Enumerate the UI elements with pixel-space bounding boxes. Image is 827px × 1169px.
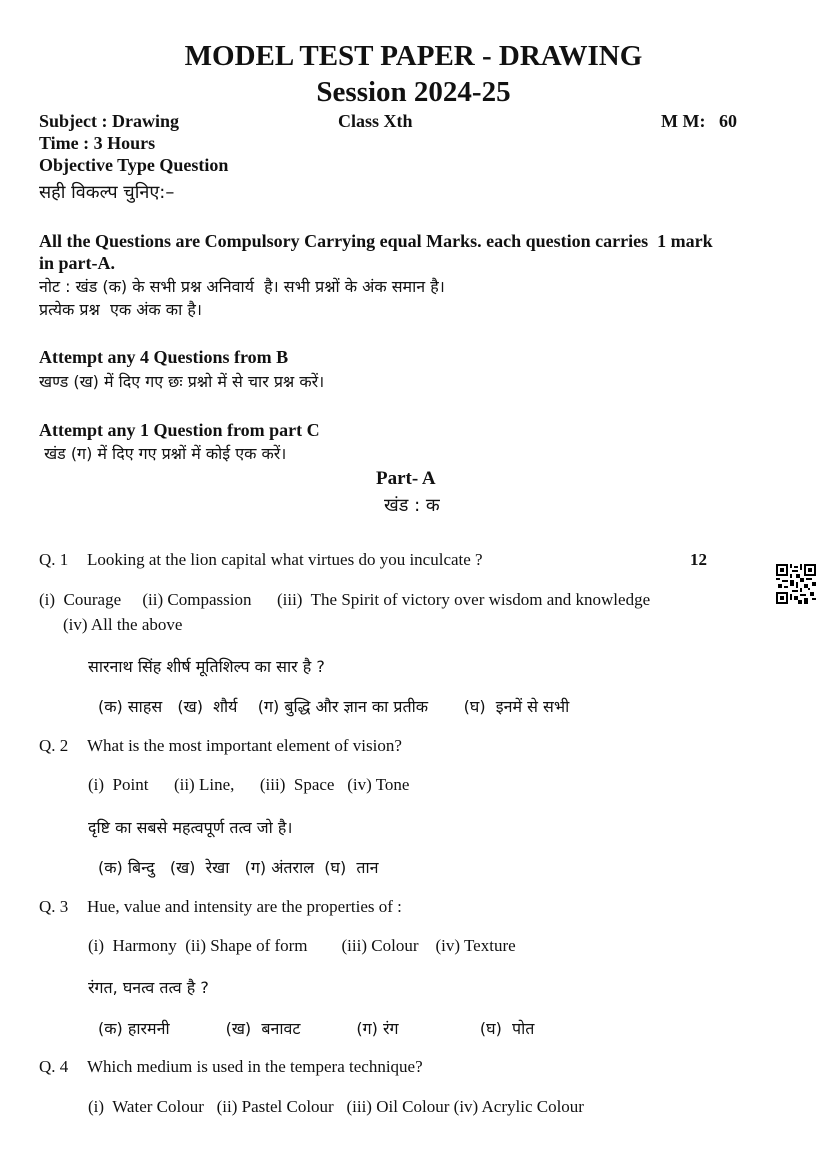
- instruction-part-a-hi-2: प्रत्येक प्रश्न एक अंक का है।: [39, 300, 202, 319]
- instruction-part-b-en: Attempt any 4 Questions from B: [39, 347, 289, 367]
- question-2-options-hi: (क) बिन्दु (ख) रेखा (ग) अंतराल (घ) तान: [98, 858, 379, 877]
- instruction-part-a-hi-1: नोट : खंड (क) के सभी प्रश्न अनिवार्य है। सभी प्रश्नों के अंक समान है।: [39, 277, 445, 296]
- instruction-part-a-en-2: in part-A.: [39, 253, 115, 273]
- choose-instruction-hi: सही विकल्प चुनिए:–: [39, 182, 175, 203]
- part-a-heading: Part- A: [376, 468, 436, 489]
- question-1-options-en-1: (i) Courage (ii) Compassion (iii) The Spirit of victory over wisdom and knowledge: [39, 590, 651, 609]
- question-3-options-hi: (क) हारमनी (ख) बनावट (ग) रंग (घ) पोत: [98, 1019, 535, 1038]
- part-a-heading-hi: खंड : क: [384, 495, 440, 516]
- question-1-options-hi: (क) साहस (ख) शौर्य (ग) बुद्धि और ज्ञान का प्रतीक (घ) इनमें से सभी: [98, 697, 570, 716]
- question-1-marks: 12: [690, 550, 707, 569]
- instruction-part-b-hi: खण्ड (ख) में दिए गए छः प्रश्नो में से चार प्रश्न करें।: [39, 372, 325, 391]
- question-2-text: What is the most important element of vision?: [87, 736, 402, 755]
- question-3-options-en: (i) Harmony (ii) Shape of form (iii) Colour (iv) Texture: [88, 936, 516, 955]
- max-marks-label: M M: 60: [661, 111, 737, 131]
- session-title: Session 2024-25: [316, 76, 511, 108]
- question-3-number: Q. 3: [39, 897, 69, 916]
- qr-code-icon: [776, 564, 816, 604]
- question-1-options-en-2: (iv) All the above: [63, 615, 183, 634]
- question-4-text: Which medium is used in the tempera technique?: [87, 1057, 423, 1076]
- question-4-options-en: (i) Water Colour (ii) Pastel Colour (iii) Oil Colour (iv) Acrylic Colour: [88, 1097, 584, 1116]
- class-label: Class Xth: [338, 111, 413, 131]
- instruction-part-c-hi: खंड (ग) में दिए गए प्रश्नों में कोई एक करें।: [39, 444, 287, 463]
- question-1-text-hi: सारनाथ सिंह शीर्ष मूतिशिल्प का सार है ?: [88, 657, 325, 676]
- question-1-number: Q. 1: [39, 550, 69, 569]
- question-2-options-en: (i) Point (ii) Line, (iii) Space (iv) Tone: [88, 775, 410, 794]
- question-2-number: Q. 2: [39, 736, 69, 755]
- page-title: MODEL TEST PAPER - DRAWING: [184, 40, 643, 72]
- question-1-text: Looking at the lion capital what virtues do you inculcate ?: [87, 550, 483, 569]
- question-4-number: Q. 4: [39, 1057, 69, 1076]
- objective-label: Objective Type Question: [39, 155, 229, 175]
- instruction-part-a-en-1: All the Questions are Compulsory Carrying equal Marks. each question carries 1 mark: [39, 231, 713, 251]
- question-2-text-hi: दृष्टि का सबसे महत्वपूर्ण तत्व जो है।: [88, 818, 293, 837]
- subject-label: Subject : Drawing: [39, 111, 179, 131]
- question-3-text: Hue, value and intensity are the properties of :: [87, 897, 402, 916]
- instruction-part-c-en: Attempt any 1 Question from part C: [39, 420, 320, 440]
- time-label: Time : 3 Hours: [39, 133, 156, 153]
- question-3-text-hi: रंगत, घनत्व तत्व है ?: [88, 978, 209, 997]
